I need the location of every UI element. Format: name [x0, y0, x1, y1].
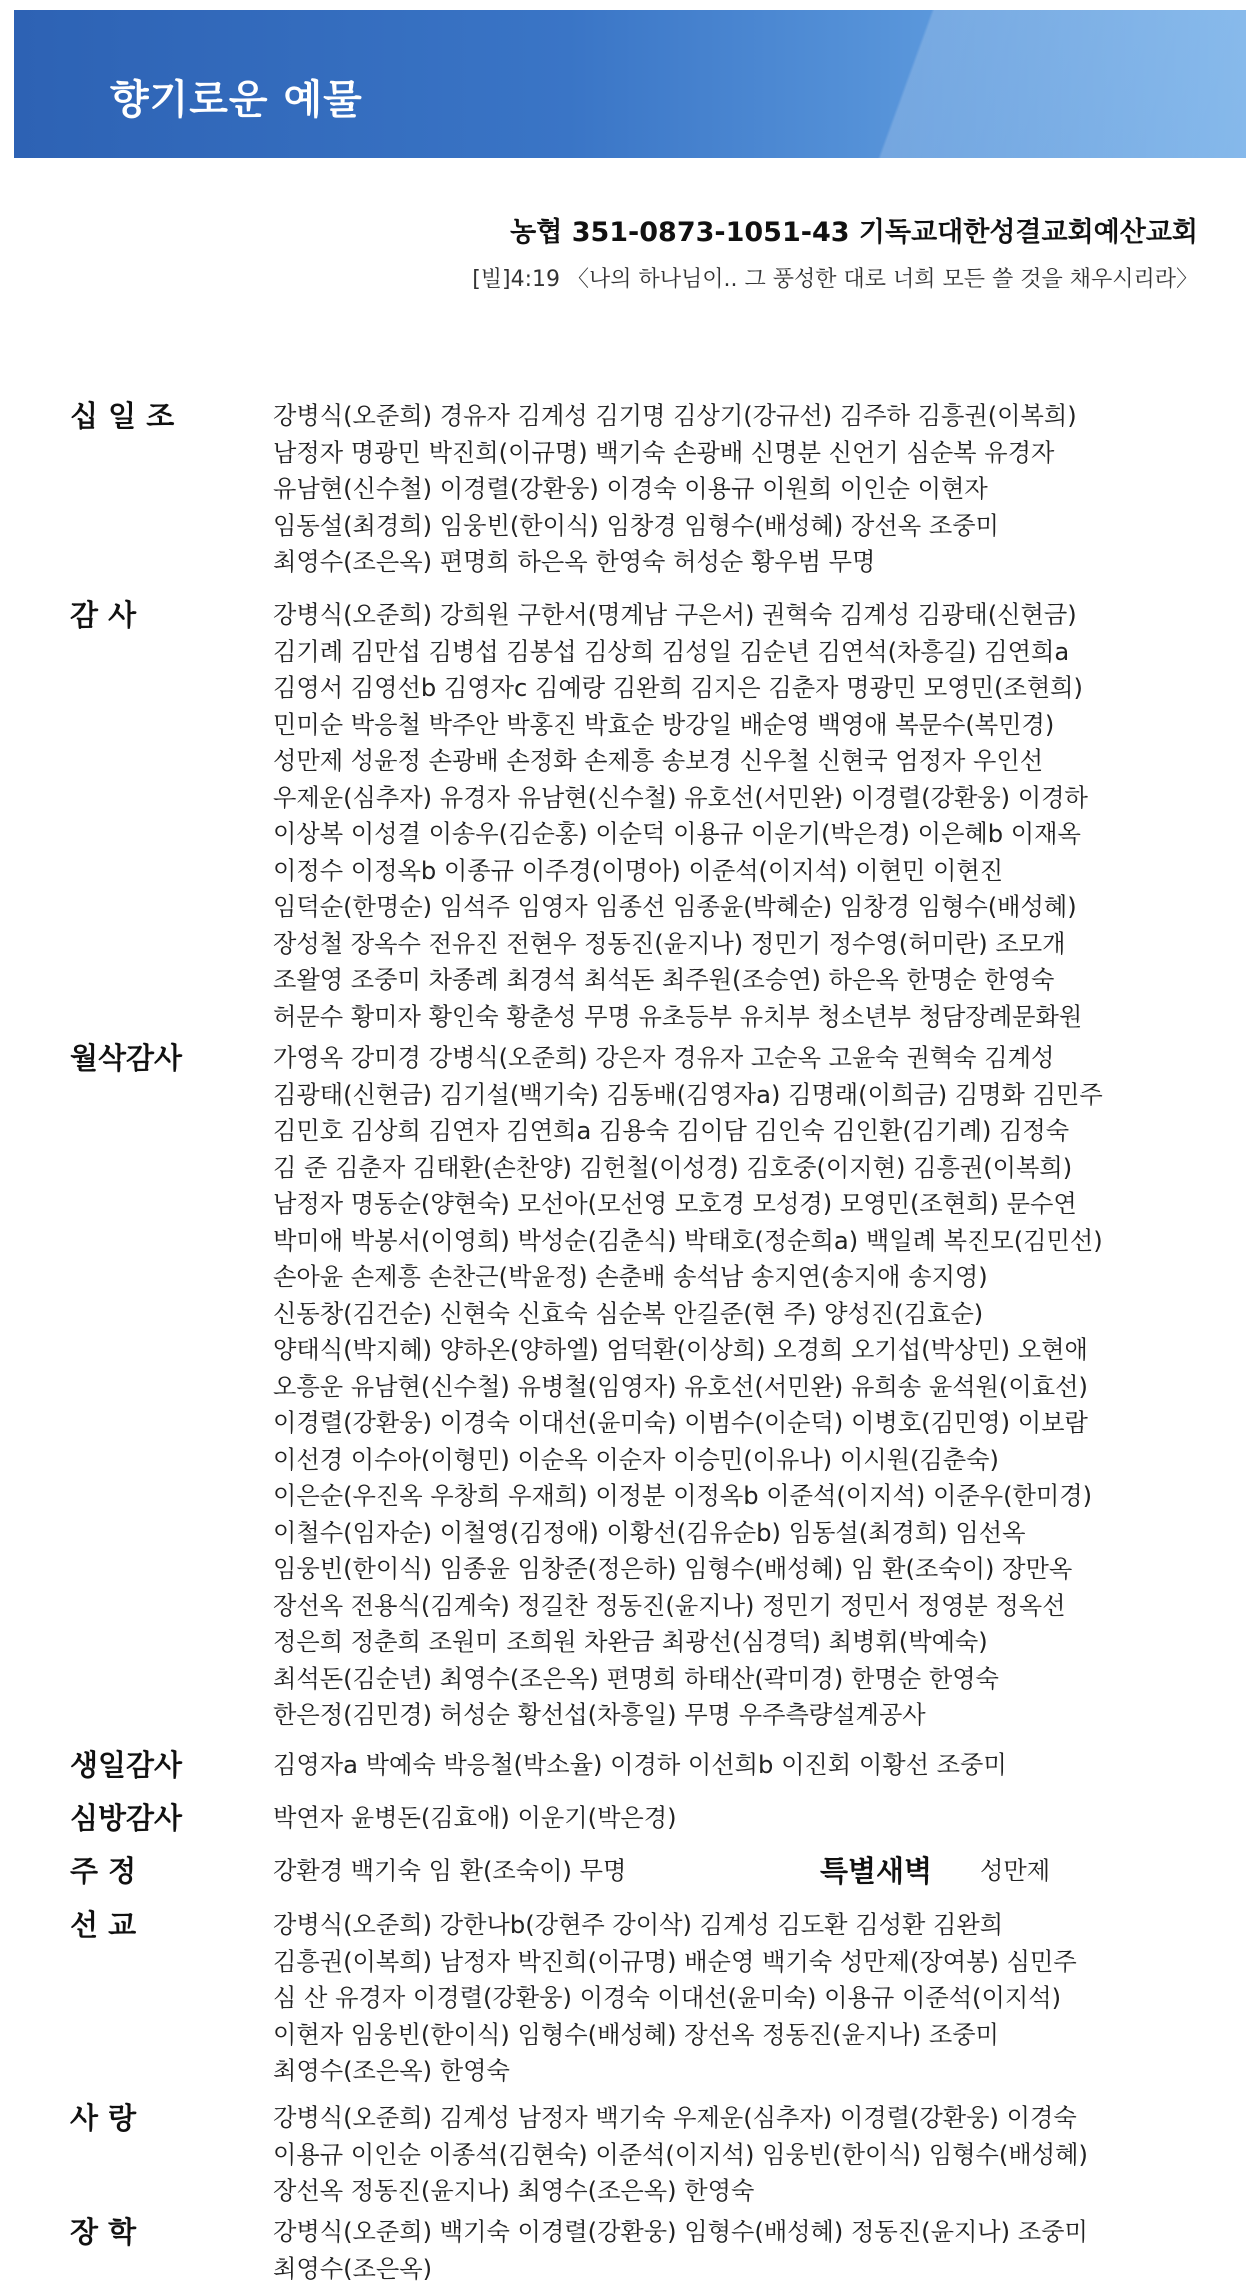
donor-line: 장성철 장옥수 전유진 전현우 정동진(윤지나) 정민기 정수영(허미란) 조모개	[273, 929, 1066, 958]
bank-account: 농협 351-0873-1051-43 기독교대한성결교회예산교회	[510, 217, 1198, 248]
donor-line: 최석돈(김순년) 최영수(조은옥) 편명희 하태산(곽미경) 한명순 한영숙	[273, 1664, 999, 1693]
donor-line: 김흥권(이복희) 남정자 박진희(이규명) 배순영 백기숙 성만제(장여봉) 심민주	[273, 1947, 1077, 1976]
donor-line: 최영수(조은옥) 한영숙	[273, 2057, 510, 2085]
donor-line: 이경렬(강환웅) 이경숙 이대선(윤미숙) 이범수(이순덕) 이병호(김민영) 이보람	[273, 1409, 1088, 1437]
donor-line: 강병식(오준희) 백기숙 이경렬(강환웅) 임형수(배성혜) 정동진(윤지나) 조중미	[273, 2218, 1088, 2246]
donor-line: 김영서 김영선b 김영자c 김예랑 김완희 김지은 김춘자 명광민 모영민(조현희)	[273, 674, 1083, 702]
donor-line: 남정자 명동순(양현숙) 모선아(모선영 모호경 모성경) 모영민(조현희) 문수연	[273, 1190, 1077, 1218]
donor-line: 박미애 박봉서(이영희) 박성순(김춘식) 박태호(정순희a) 백일례 복진모(김민선)	[273, 1226, 1103, 1255]
donor-line: 이선경 이수아(이형민) 이순옥 이순자 이승민(이유나) 이시원(김춘숙)	[273, 1445, 999, 1474]
donor-line: 성만제 성윤정 손광배 손정화 손제흥 송보경 신우철 신현국 엄정자 우인선	[273, 747, 1044, 775]
donor-list	[273, 2100, 1253, 2210]
donor-list	[273, 1853, 1253, 1890]
section-label: 감 사	[70, 598, 137, 632]
donor-list	[273, 398, 1253, 581]
donor-line: 양태식(박지혜) 양하온(양하엘) 엄덕환(이상희) 오경희 오기섭(박상민) 오현애	[273, 1336, 1088, 1364]
special-dawn-label: 특별새벽	[820, 1854, 933, 1888]
donor-line: 이상복 이성결 이송우(김순홍) 이순덕 이용규 이운기(박은경) 이은혜b 이재옥	[273, 820, 1081, 848]
donor-line: 강병식(오준희) 경유자 김계성 김기명 김상기(강규선) 김주하 김흥권(이복희)	[273, 402, 1077, 430]
donor-line: 김영자a 박예숙 박응철(박소율) 이경하 이선희b 이진회 이황선 조중미	[273, 1751, 1007, 1779]
banner-decoration	[686, 10, 1246, 158]
donor-list	[273, 2214, 1253, 2287]
section-label: 장 학	[70, 2215, 137, 2249]
donor-line: 민미순 박응철 박주안 박홍진 박효순 방강일 배순영 백영애 복문수(복민경)	[273, 710, 1055, 739]
special-dawn-names: 성만제	[980, 1857, 1051, 1885]
donor-list	[273, 597, 1253, 1035]
donor-line: 이정수 이정옥b 이종규 이주경(이명아) 이준석(이지석) 이현민 이현진	[273, 856, 1004, 885]
section-label: 월삭감사	[70, 1041, 183, 1075]
donor-line: 이용규 이인순 이종석(김현숙) 이준석(이지석) 임웅빈(한이식) 임형수(배성혜)	[273, 2140, 1088, 2169]
donor-line: 김민호 김상희 김연자 김연희a 김용숙 김이담 김인숙 김인환(김기례) 김정숙	[273, 1117, 1070, 1145]
donor-line: 이철수(임자순) 이철영(김정애) 이황선(김유순b) 임동설(최경희) 임선옥	[273, 1518, 1026, 1547]
donor-line: 임동설(최경희) 임웅빈(한이식) 임창경 임형수(배성혜) 장선옥 조중미	[273, 511, 999, 540]
donor-line: 이은순(우진옥 우창희 우재희) 이정분 이정옥b 이준석(이지석) 이준우(한미경)	[273, 1482, 1093, 1510]
donor-line: 가영옥 강미경 강병식(오준희) 강은자 경유자 고순옥 고윤숙 권혁숙 김계성	[273, 1044, 1055, 1072]
donor-line: 조왈영 조중미 차종례 최경석 최석돈 최주원(조승연) 하은옥 한명순 한영숙	[273, 966, 1055, 994]
section-label: 심방감사	[70, 1801, 183, 1835]
donor-line: 박연자 윤병돈(김효애) 이운기(박은경)	[273, 1804, 677, 1832]
section-label: 생일감사	[70, 1748, 183, 1782]
donor-line: 손아윤 손제흥 손찬근(박윤정) 손춘배 송석남 송지연(송지애 송지영)	[273, 1263, 988, 1291]
donor-line: 남정자 명광민 박진희(이규명) 백기숙 손광배 신명분 신언기 심순복 유경자	[273, 438, 1055, 467]
donor-line: 정은희 정춘희 조원미 조희원 차완금 최광선(심경덕) 최병휘(박예숙)	[273, 1628, 988, 1656]
donor-line: 임덕순(한명순) 임석주 임영자 임종선 임종윤(박혜순) 임창경 임형수(배성혜)	[273, 893, 1077, 921]
donor-line: 허문수 황미자 황인숙 황춘성 무명 유초등부 유치부 청소년부 청담장례문화원	[273, 1002, 1083, 1031]
donor-line: 최영수(조은옥) 편명희 하은옥 한영숙 허성순 황우범 무명	[273, 548, 876, 576]
donor-line: 유남현(신수철) 이경렬(강환웅) 이경숙 이용규 이원희 이인순 이현자	[273, 475, 988, 503]
donor-list	[273, 1040, 1253, 1734]
bible-verse: [빌]4:19 〈나의 하나님이.. 그 풍성한 대로 너희 모든 쓸 것을 채우시리라〉	[472, 267, 1198, 292]
section-label: 선 교	[70, 1908, 137, 1942]
donor-line: 오흥운 유남현(신수철) 유병철(임영자) 유호선(서민완) 유희송 윤석원(이효선)	[273, 1372, 1088, 1401]
donor-line: 심 산 유경자 이경렬(강환웅) 이경숙 이대선(윤미숙) 이용규 이준석(이지석)	[273, 1984, 1062, 2012]
donor-list	[273, 1747, 1253, 1784]
donor-line: 강환경 백기숙 임 환(조숙이) 무명	[273, 1857, 627, 1885]
section-label: 사 랑	[70, 2101, 137, 2135]
donor-line: 김광태(신현금) 김기설(백기숙) 김동배(김영자a) 김명래(이희금) 김명화 김민주	[273, 1080, 1103, 1109]
donor-line: 장선옥 전용식(김계숙) 정길찬 정동진(윤지나) 정민기 정민서 정영분 정옥선	[273, 1591, 1066, 1620]
donor-list	[273, 1800, 1253, 1837]
donor-line: 장선옥 정동진(윤지나) 최영수(조은옥) 한영숙	[273, 2177, 755, 2205]
page-title: 향기로운 예물	[110, 77, 363, 123]
donor-line: 한은정(김민경) 허성순 황선섭(차흥일) 무명 우주측량설계공사	[273, 1701, 926, 1729]
donor-list	[273, 1907, 1253, 2090]
donor-line: 김 준 김춘자 김태환(손찬양) 김헌철(이성경) 김호중(이지현) 김흥권(이복희)	[273, 1153, 1073, 1182]
donor-line: 강병식(오준희) 강한나b(강현주 강이삭) 김계성 김도환 김성환 김완희	[273, 1911, 1004, 1939]
section-label: 주 정	[70, 1854, 137, 1888]
donor-line: 강병식(오준희) 김계성 남정자 백기숙 우제운(심추자) 이경렬(강환웅) 이경숙	[273, 2104, 1077, 2132]
donor-line: 이현자 임웅빈(한이식) 임형수(배성혜) 장선옥 정동진(윤지나) 조중미	[273, 2020, 999, 2049]
donor-line: 강병식(오준희) 강희원 구한서(명계남 구은서) 권혁숙 김계성 김광태(신현금)	[273, 601, 1077, 629]
header-banner	[14, 10, 1246, 158]
donor-line: 신동창(김건순) 신현숙 신효숙 심순복 안길준(현 주) 양성진(김효순)	[273, 1299, 984, 1328]
donor-line: 임웅빈(한이식) 임종윤 임창준(정은하) 임형수(배성혜) 임 환(조숙이) 장만옥	[273, 1555, 1073, 1583]
donor-line: 최영수(조은옥)	[273, 2254, 433, 2283]
donor-line: 김기례 김만섭 김병섭 김봉섭 김상희 김성일 김순년 김연석(차흥길) 김연희a	[273, 637, 1070, 666]
section-label: 십 일 조	[70, 399, 175, 433]
donor-line: 우제운(심추자) 유경자 유남현(신수철) 유호선(서민완) 이경렬(강환웅) 이경하	[273, 783, 1088, 812]
